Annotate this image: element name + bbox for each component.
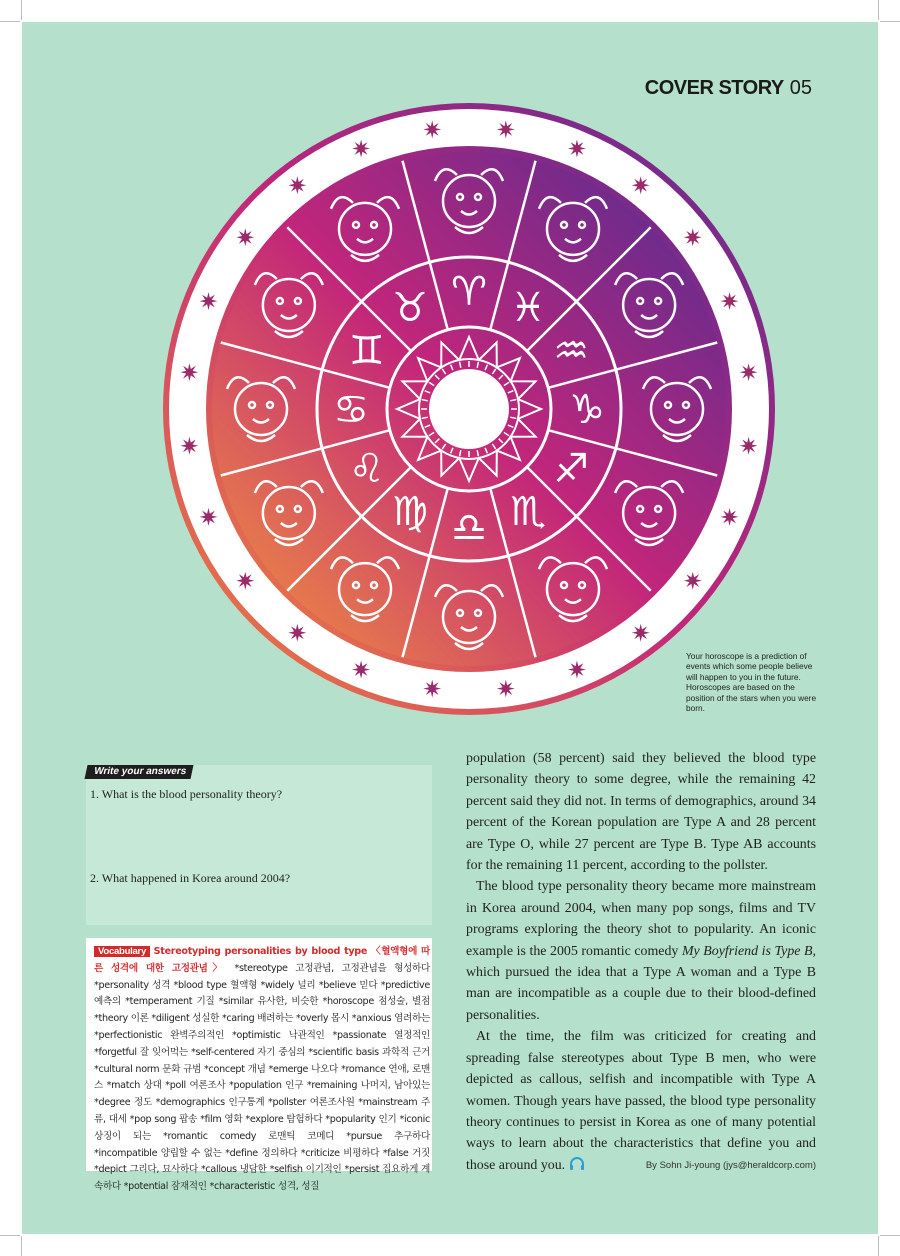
zodiac-glyph: ♑ <box>569 387 605 433</box>
zodiac-glyph: ♉ <box>392 284 428 331</box>
film-title: My Boyfriend is Type B <box>681 943 813 959</box>
star-icon <box>497 120 515 138</box>
zodiac-glyph: ♓ <box>510 284 546 331</box>
star-icon <box>497 680 515 698</box>
zodiac-glyph: ♊ <box>348 328 385 374</box>
zodiac-glyph: ♋ <box>333 387 369 433</box>
crop-mark <box>880 1235 900 1236</box>
star-icon <box>423 680 441 698</box>
paragraph-text: At the time, the film was criticized for creating and spreading false stereotypes about Type B men, who were depicted as callous, selfish and incompatible with Type A women. Though years have passed, the blood type personality theory continues to persist in Korea as one of many potential ways to learn about the characteristics that define you and those around you. <box>466 1029 816 1173</box>
crop-mark <box>878 0 879 20</box>
article-paragraph: population (58 percent) said they believed the blood type personality theory to some degree, while the remaining 42 percent said they did not. In terms of demographics, around 34 percent of the Korean population are Type A and 28 percent are Type O, while 27 percent are Type B. Type AB accounts for the remaining 11 percent, according to the pollster. <box>466 751 816 874</box>
article-paragraph <box>466 876 816 1026</box>
crop-mark <box>880 21 900 22</box>
headphones-icon <box>569 1157 585 1171</box>
center-circle <box>429 369 509 449</box>
zodiac-glyph: ♐ <box>553 446 590 492</box>
article-body <box>466 748 816 1176</box>
article-paragraph <box>466 1026 816 1176</box>
question-1: 1. What is the blood personality theory? <box>90 787 283 801</box>
page-number: 05 <box>789 77 812 99</box>
vocabulary-list: *stereotype 고정관념, 고정관념을 형성하다 *personality 성격 *blood type 혈액형 *widely 널리 *believe 믿다 *predictive 예측의 *temperament 기질 *similar 유사한, 비슷한 *horoscope 점성술, 별점 *theory 이론 *diligent 성실한 *caring 배려하는 *overly 몹시 *anxious 염려하는 *perfectionistic 완벽주의적인 *optimistic 낙관적인 *passionate 열정적인 *forgetful 잘 잊어먹는 *self-centered 자기 중심의 *scientific basis 과학적 근거 *cultural norm 문화 규범 *concept 개념 *emerge 나오다 *romance 연애, 로맨스 *match 상대 *poll 여론조사 *population 인구 *remaining 나머지, 남아있는 *degree 정도 *demographics 인구통계 *pollster 여론조사원 *mainstream 주류, 대세 *pop song 팝송 *film 영화 *explore 탐험하다 *popularity 인기 *iconic 상징이 되는 *romantic comedy 로맨틱 코메디 *pursue 추구하다 *incompatible 양립할 수 없는 *define 정의하다 *criticize 비평하다 *false 거짓 *depict 그리다, 묘사하다 *callous 냉담한 *selfish 이기적인 *persist 집요하게 계속하다 *potential 잠재적인 *characteristic 성격, 성질 <box>94 962 430 1193</box>
star-icon <box>740 363 758 381</box>
zodiac-wheel-illustration <box>160 100 778 718</box>
answers-tag: Write your answers <box>85 765 194 779</box>
star-icon <box>180 363 198 381</box>
zodiac-glyph: ♈ <box>451 269 487 315</box>
crop-mark <box>0 1235 20 1236</box>
crop-mark <box>21 1236 22 1256</box>
zodiac-glyph: ♍ <box>392 489 428 536</box>
star-icon <box>740 437 758 455</box>
crop-mark <box>878 1236 879 1256</box>
crop-mark <box>21 0 22 20</box>
figure-caption: Your horoscope is a prediction of events which some people believe will happen to you in the future. Horoscopes are based on the position of the stars when you were born. <box>686 651 817 714</box>
page-header <box>645 77 812 100</box>
question-2: 2. What happened in Korea around 2004? <box>90 871 291 885</box>
zodiac-glyph: ♏ <box>510 489 546 536</box>
zodiac-glyph: ♌ <box>348 446 385 492</box>
vocabulary-title: Stereotyping personalities by blood type 〈혈액형에 따른 성격에 대한 고정관념〉 <box>94 946 430 974</box>
zodiac-glyph: ♒ <box>553 328 590 374</box>
paragraph-text: The blood type personality theory became more mainstream in Korea around 2004, when many pop songs, films and TV programs exploring the theory shot to popularity. An iconic example is the 2005 romantic comedy <box>466 879 816 959</box>
vocabulary-label: Vocabulary <box>94 946 150 957</box>
star-icon <box>180 437 198 455</box>
star-icon <box>423 120 441 138</box>
zodiac-glyph: ♎ <box>451 505 487 551</box>
crop-mark <box>0 21 20 22</box>
paragraph-text: , which pursued the idea that a Type A woman and a Type B man are incompatible as a couple due to their blood-defined personalities. <box>466 943 817 1023</box>
section-title: COVER STORY <box>644 77 784 99</box>
vocabulary-text <box>94 944 430 1196</box>
byline: By Sohn Ji-young (jys@heraldcorp.com) <box>645 1160 816 1171</box>
